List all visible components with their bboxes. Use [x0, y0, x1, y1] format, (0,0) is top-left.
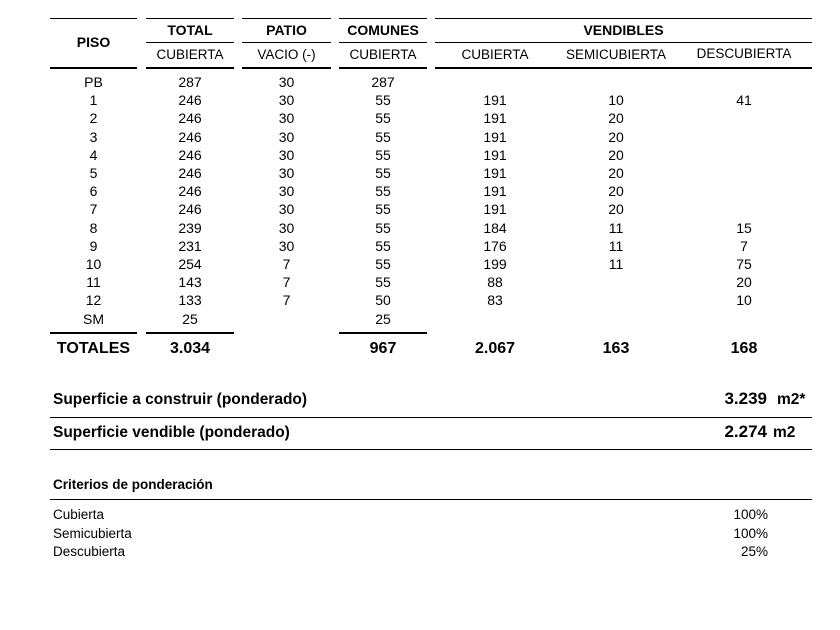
totals-line-piso — [50, 332, 137, 334]
cell-comunes: 25 — [375, 310, 391, 327]
cell-patio: 30 — [278, 219, 295, 236]
cell-descubierta: 41 — [736, 92, 752, 109]
cell-total: 231 — [178, 237, 202, 254]
cell-comunes: 55 — [375, 165, 391, 181]
cell-cubierta: 176 — [483, 237, 507, 254]
cell-patio: 30 — [278, 165, 295, 181]
header-top-line-vendibles — [435, 18, 812, 19]
cell-semicubierta: 20 — [608, 128, 624, 145]
cell-semicubierta: 11 — [608, 219, 624, 236]
criterios-divider — [50, 499, 812, 500]
cell-semicubierta: 11 — [608, 256, 624, 272]
header-bottom-line-total — [146, 67, 234, 69]
criterios-title: Criterios de ponderación — [53, 477, 213, 492]
header-top-line-total — [146, 18, 234, 19]
cell-patio: 30 — [278, 237, 295, 254]
cell-comunes: 55 — [375, 237, 391, 254]
header-bottom-line-comunes — [339, 67, 427, 69]
cell-comunes: 55 — [375, 183, 391, 200]
cell-comunes: 55 — [375, 128, 391, 145]
cell-cubierta: 191 — [483, 183, 507, 200]
cell-comunes: 50 — [375, 292, 391, 309]
cell-patio: 30 — [278, 201, 295, 218]
subheader-patio-vacio: VACIO (-) — [257, 47, 316, 62]
cell-piso: 1 — [89, 92, 98, 109]
subheader-vendibles-descubierta: DESCUBIERTA — [696, 46, 792, 61]
cell-patio: 30 — [278, 183, 295, 200]
cell-patio: 30 — [278, 110, 295, 127]
criterio-label: Descubierta — [53, 544, 126, 559]
cell-cubierta: 83 — [487, 292, 503, 309]
cell-comunes: 55 — [375, 274, 391, 291]
cell-descubierta: 20 — [736, 274, 752, 291]
cell-cubierta: 191 — [483, 146, 507, 163]
cell-semicubierta: 20 — [608, 146, 624, 163]
cell-total: 246 — [178, 183, 202, 200]
cell-total: 246 — [178, 128, 202, 145]
cell-cubierta: 191 — [483, 110, 507, 127]
cell-piso: 11 — [86, 274, 101, 291]
cell-piso: 10 — [85, 256, 102, 272]
cell-semicubierta: 20 — [608, 165, 624, 181]
cell-cubierta: 191 — [483, 128, 507, 145]
totals-line-total — [146, 332, 234, 334]
totals-semicubierta: 163 — [602, 340, 630, 357]
totals-cubierta: 2.067 — [474, 340, 516, 357]
cell-cubierta: 191 — [483, 201, 507, 218]
cell-patio: 30 — [278, 74, 295, 90]
summary-construir-value: 3.239 — [724, 389, 767, 408]
header-top-line-comunes — [339, 18, 427, 19]
summary-vendible-label: Superficie vendible (ponderado) — [53, 424, 290, 441]
cell-cubierta: 191 — [483, 165, 507, 181]
subheader-comunes-cubierta: CUBIERTA — [349, 47, 417, 62]
totals-label: TOTALES — [56, 340, 131, 357]
header-mid-line-total — [146, 42, 234, 43]
cell-comunes: 55 — [375, 201, 391, 218]
cell-semicubierta: 20 — [608, 110, 624, 127]
subheader-vendibles-semicubierta: SEMICUBIERTA — [565, 47, 667, 62]
criterio-value: 100% — [733, 525, 768, 541]
cell-semicubierta: 20 — [608, 183, 624, 200]
cell-comunes: 55 — [375, 146, 391, 163]
cell-patio: 30 — [278, 92, 295, 109]
cell-semicubierta: 10 — [608, 92, 624, 109]
cell-patio: 7 — [282, 274, 291, 291]
summary-vendible-unit: m2 — [773, 424, 796, 441]
totals-comunes: 967 — [369, 340, 397, 357]
cell-piso: 7 — [89, 201, 98, 218]
cell-piso: 2 — [89, 110, 98, 127]
cell-cubierta: 199 — [483, 256, 507, 272]
criterio-label: Semicubierta — [53, 525, 132, 541]
cell-comunes: 55 — [375, 92, 391, 109]
cell-total: 133 — [178, 292, 202, 309]
cell-piso: 4 — [89, 146, 98, 163]
cell-piso: PB — [84, 74, 103, 90]
header-comunes: COMUNES — [347, 22, 419, 38]
header-piso: PISO — [76, 34, 111, 50]
header-mid-line-patio — [242, 42, 331, 43]
cell-piso: 6 — [89, 183, 98, 200]
cell-total: 246 — [178, 146, 202, 163]
header-top-line-patio — [242, 18, 331, 19]
cell-total: 246 — [178, 165, 202, 181]
summary-divider-1 — [50, 417, 812, 418]
cell-piso: 3 — [89, 128, 98, 145]
header-bottom-line-vendibles — [435, 67, 812, 69]
cell-patio: 30 — [278, 146, 295, 163]
criterio-value: 25% — [740, 544, 768, 559]
cell-piso: SM — [83, 310, 104, 327]
cell-patio: 7 — [282, 256, 291, 272]
cell-cubierta: 88 — [487, 274, 503, 291]
totals-descubierta: 168 — [730, 340, 758, 357]
cell-semicubierta: 11 — [608, 237, 624, 254]
summary-vendible-value: 2.274 — [724, 422, 767, 441]
cell-total: 254 — [178, 256, 202, 272]
cell-total: 246 — [178, 110, 202, 127]
cell-total: 25 — [182, 310, 198, 327]
header-patio: PATIO — [266, 22, 307, 38]
criterio-label: Cubierta — [53, 507, 105, 522]
summary-divider-2 — [50, 449, 812, 450]
cell-total: 246 — [178, 92, 202, 109]
cell-cubierta: 191 — [483, 92, 507, 109]
header-mid-line-comunes — [339, 42, 427, 43]
cell-piso: 9 — [89, 237, 98, 254]
cell-patio: 7 — [282, 292, 291, 309]
cell-descubierta: 75 — [736, 256, 752, 272]
header-top-line-piso — [50, 18, 137, 19]
summary-construir-unit: m2* — [777, 391, 806, 408]
cell-total: 287 — [178, 74, 202, 90]
header-vendibles: VENDIBLES — [583, 22, 664, 38]
cell-comunes: 55 — [375, 219, 391, 236]
subheader-vendibles-cubierta: CUBIERTA — [461, 47, 529, 62]
cell-total: 239 — [178, 219, 202, 236]
header-bottom-line-piso — [50, 67, 137, 69]
cell-patio: 30 — [278, 128, 295, 145]
cell-total: 143 — [178, 274, 202, 291]
totals-total: 3.034 — [169, 340, 211, 357]
header-total: TOTAL — [167, 22, 213, 38]
header-mid-line-vendibles — [435, 42, 812, 43]
totals-line-comunes — [339, 332, 427, 334]
cell-total: 246 — [178, 201, 202, 218]
header-bottom-line-patio — [242, 67, 331, 69]
cell-comunes: 55 — [375, 256, 391, 272]
subheader-total-cubierta: CUBIERTA — [156, 47, 224, 62]
cell-piso: 8 — [89, 219, 98, 236]
cell-descubierta: 10 — [736, 292, 752, 309]
cell-semicubierta: 20 — [608, 201, 624, 218]
summary-construir-label: Superficie a construir (ponderado) — [53, 391, 308, 408]
cell-descubierta: 15 — [736, 219, 752, 236]
cell-comunes: 55 — [375, 110, 391, 127]
cell-piso: 5 — [89, 165, 98, 181]
cell-comunes: 287 — [371, 74, 395, 90]
criterio-value: 100% — [733, 507, 768, 522]
cell-piso: 12 — [85, 292, 102, 309]
cell-cubierta: 184 — [483, 219, 507, 236]
cell-descubierta: 7 — [740, 237, 748, 254]
